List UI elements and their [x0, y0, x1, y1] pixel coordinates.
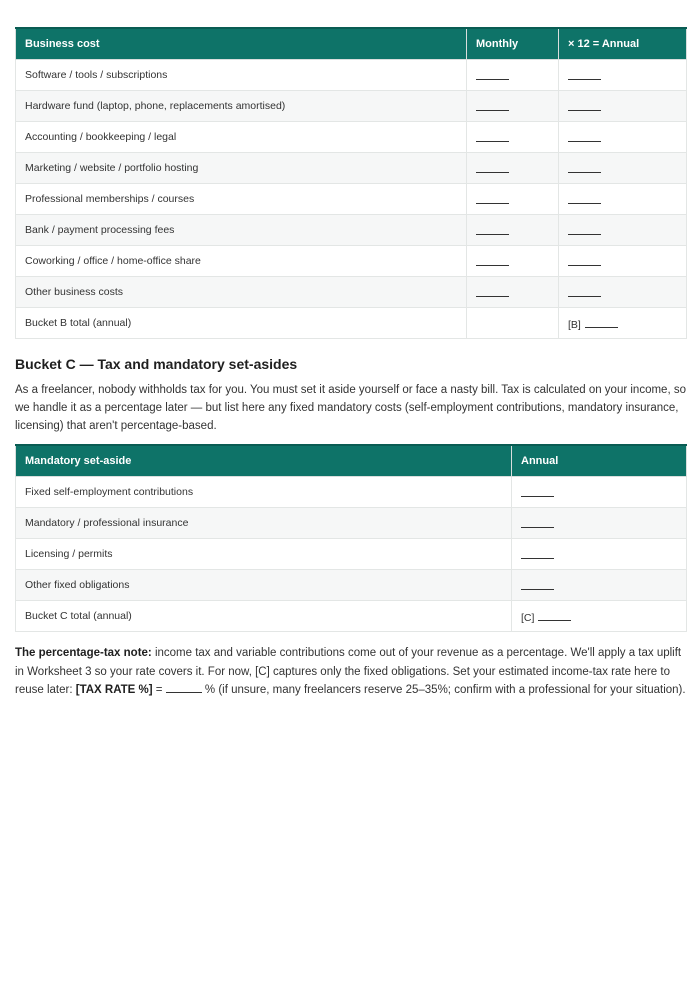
bucket-c-heading: Bucket C — Tax and mandatory set-asides — [15, 356, 298, 372]
blank-line — [521, 488, 554, 497]
column-header-monthly: Monthly — [467, 28, 559, 60]
row-label: Professional memberships / courses — [16, 184, 467, 215]
total-marker: [B] — [568, 319, 581, 331]
table-row — [16, 60, 687, 91]
monthly-input[interactable] — [467, 184, 559, 215]
annual-input[interactable] — [512, 477, 687, 508]
empty-cell — [467, 308, 559, 339]
table-row — [16, 91, 687, 122]
row-label: Coworking / office / home-office share — [16, 246, 467, 277]
blank-line — [476, 133, 509, 142]
blank-line — [521, 519, 554, 528]
table-row — [16, 122, 687, 153]
table-row — [16, 277, 687, 308]
total-input[interactable] — [512, 601, 687, 632]
table-row — [16, 477, 687, 508]
mandatory-set-aside-table — [15, 444, 687, 632]
annual-input[interactable] — [559, 246, 687, 277]
table-row — [16, 246, 687, 277]
blank-line — [476, 71, 509, 80]
blank-line — [476, 226, 509, 235]
monthly-input[interactable] — [467, 122, 559, 153]
monthly-input[interactable] — [467, 60, 559, 91]
blank-line — [476, 102, 509, 111]
annual-input[interactable] — [559, 184, 687, 215]
blank-line — [521, 581, 554, 590]
total-input[interactable] — [559, 308, 687, 339]
column-header-annual: × 12 = Annual — [559, 28, 687, 60]
table-header-row — [16, 445, 687, 477]
total-marker: [C] — [521, 612, 535, 624]
row-label: Mandatory / professional insurance — [16, 508, 512, 539]
tax-rate-label: [TAX RATE %] — [75, 684, 153, 696]
blank-line — [568, 288, 601, 297]
blank-line — [476, 164, 509, 173]
row-label: Software / tools / subscriptions — [16, 60, 467, 91]
annual-input[interactable] — [559, 153, 687, 184]
total-label: Bucket B total (annual) — [16, 308, 467, 339]
row-label: Bank / payment processing fees — [16, 215, 467, 246]
blank-line — [538, 612, 571, 621]
annual-input[interactable] — [559, 91, 687, 122]
note-lead: The percentage-tax note: — [15, 647, 152, 659]
blank-line — [585, 319, 618, 328]
annual-input[interactable] — [559, 122, 687, 153]
column-header-annual: Annual — [512, 445, 687, 477]
column-header-business-cost: Business cost — [16, 28, 467, 60]
blank-line — [568, 226, 601, 235]
total-row — [16, 601, 687, 632]
blank-line — [521, 550, 554, 559]
blank-line — [568, 133, 601, 142]
blank-line — [568, 71, 601, 80]
row-label: Marketing / website / portfolio hosting — [16, 153, 467, 184]
percentage-tax-note — [15, 644, 687, 700]
blank-line — [476, 195, 509, 204]
row-label: Fixed self-employment contributions — [16, 477, 512, 508]
table-row — [16, 215, 687, 246]
row-label: Other fixed obligations — [16, 570, 512, 601]
blank-line — [568, 195, 601, 204]
note-text: income tax and variable contributions come out of your revenue as a percentage. We'll apply a tax uplift in Worksheet 3 so your rate covers it. For now, [C] captures only the fixed obligations. Set your estimated income-tax rate here to reuse later: — [15, 647, 682, 696]
monthly-input[interactable] — [467, 91, 559, 122]
total-label: Bucket C total (annual) — [16, 601, 512, 632]
blank-line — [476, 288, 509, 297]
monthly-input[interactable] — [467, 215, 559, 246]
table-row — [16, 570, 687, 601]
total-row — [16, 308, 687, 339]
annual-input[interactable] — [512, 539, 687, 570]
annual-input[interactable] — [559, 277, 687, 308]
bucket-c-intro: As a freelancer, nobody withholds tax for you. You must set it aside yourself or face a nasty bill. Tax is calculated on your income, so we handle it as a percentage later — but list here any fixed mandatory costs (self-employment contributions, mandatory insurance, licensing) that aren't percentage-based. — [15, 384, 686, 432]
business-cost-table — [15, 27, 687, 339]
tax-rate-input[interactable] — [166, 682, 202, 693]
blank-line — [568, 257, 601, 266]
table-row — [16, 153, 687, 184]
row-label: Accounting / bookkeeping / legal — [16, 122, 467, 153]
monthly-input[interactable] — [467, 153, 559, 184]
monthly-input[interactable] — [467, 277, 559, 308]
row-label: Hardware fund (laptop, phone, replacements amortised) — [16, 91, 467, 122]
table-row — [16, 508, 687, 539]
annual-input[interactable] — [559, 215, 687, 246]
annual-input[interactable] — [512, 508, 687, 539]
table-row — [16, 184, 687, 215]
table-header-row — [16, 28, 687, 60]
blank-line — [568, 102, 601, 111]
annual-input[interactable] — [512, 570, 687, 601]
column-header-mandatory-set-aside: Mandatory set-aside — [16, 445, 512, 477]
annual-input[interactable] — [559, 60, 687, 91]
row-label: Other business costs — [16, 277, 467, 308]
blank-line — [476, 257, 509, 266]
monthly-input[interactable] — [467, 246, 559, 277]
row-label: Licensing / permits — [16, 539, 512, 570]
note-text-end: % (if unsure, many freelancers reserve 25–35%; confirm with a professional for your situation). — [201, 684, 686, 696]
table-row — [16, 539, 687, 570]
equals-sign: = — [152, 684, 166, 696]
blank-line — [568, 164, 601, 173]
